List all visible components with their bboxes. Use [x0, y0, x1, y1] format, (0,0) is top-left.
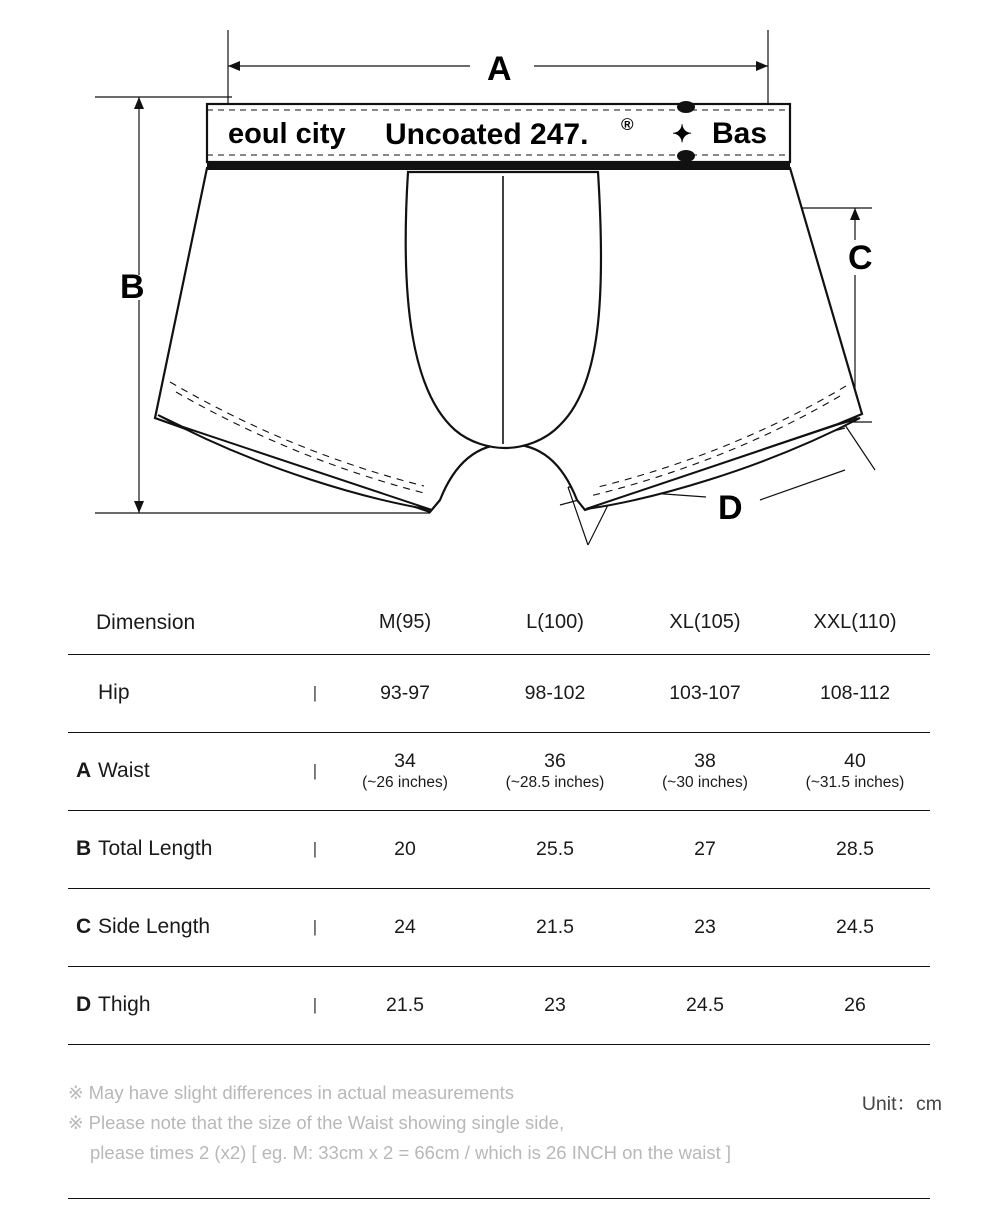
row-name: Side Length [98, 915, 211, 938]
header-size-xxl: XXL(110) [813, 611, 897, 634]
row-label-side-length [68, 888, 300, 966]
row-tick: | [300, 888, 330, 966]
unit-label: Unit：cm [861, 1093, 942, 1115]
cell-total-length-m: 20 [330, 810, 480, 888]
table-row [68, 810, 930, 888]
table-row [68, 654, 930, 732]
cell-total-length-xxl: 28.5 [780, 810, 930, 888]
cell-side-length-xxl: 24.5 [780, 888, 930, 966]
row-letter: B [76, 837, 92, 860]
size-chart-table [68, 592, 930, 1046]
table-header-row [68, 592, 930, 654]
cell-thigh-l: 23 [480, 966, 630, 1044]
cell-waist-l: 36 (~28.5 inches) [480, 732, 630, 810]
cell-thigh-xl: 24.5 [630, 966, 780, 1044]
row-label-waist [68, 732, 300, 810]
cell-waist-m: 34 (~26 inches) [330, 732, 480, 810]
cell-side-length-xl: 23 [630, 888, 780, 966]
cell-total-length-l: 25.5 [480, 810, 630, 888]
dimension-label-b: B [120, 268, 145, 306]
footnote-line-1: ※ May have slight differences in actual measurements [68, 1082, 515, 1103]
table-row [68, 966, 930, 1044]
waistband-brand-text: Uncoated 247. [385, 118, 589, 151]
row-tick: | [300, 966, 330, 1044]
row-name: Hip [98, 681, 130, 704]
cell-thigh-xxl: 26 [780, 966, 930, 1044]
header-size-m: M(95) [378, 611, 432, 634]
waistband-right-text: Bas [712, 117, 768, 150]
row-letter: A [76, 759, 92, 782]
row-name: Thigh [98, 993, 151, 1016]
cell-waist-xl: 38 (~30 inches) [630, 732, 780, 810]
cell-hip-xl: 103-107 [630, 654, 780, 732]
cell-waist-xxl: 40 (~31.5 inches) [780, 732, 930, 810]
header-tick [300, 592, 330, 654]
footnote-line-2: ※ Please note that the size of the Waist showing single side, [68, 1111, 565, 1133]
header-size-l: L(100) [526, 611, 584, 634]
pouch-panel [406, 172, 601, 448]
header-size-xl: XL(105) [669, 611, 741, 634]
cell-hip-xxl: 108-112 [780, 654, 930, 732]
waistband-left-text: eoul city [228, 118, 346, 150]
garment-measurement-diagram [0, 0, 1000, 590]
row-name: Waist [98, 759, 150, 782]
row-tick: | [300, 810, 330, 888]
registered-trademark-icon: ® [621, 115, 634, 134]
row-label-total-length [68, 810, 300, 888]
cell-total-length-xl: 27 [630, 810, 780, 888]
footnotes [0, 1078, 1000, 1168]
cell-hip-l: 98-102 [480, 654, 630, 732]
footer-divider [68, 1198, 930, 1199]
cell-thigh-m: 21.5 [330, 966, 480, 1044]
table-row [68, 888, 930, 966]
cell-side-length-m: 24 [330, 888, 480, 966]
cell-hip-m: 93-97 [330, 654, 480, 732]
table-bottom-border-row [68, 1044, 930, 1046]
row-letter: C [76, 915, 92, 938]
footnote-line-3: please times 2 (x2) [ eg. M: 33cm x 2 = 66cm / which is 26 INCH on the waist ] [90, 1141, 732, 1163]
size-chart-table-wrap [0, 592, 1000, 1046]
table-row [68, 732, 930, 810]
dimension-label-d: D [718, 489, 743, 527]
row-tick: | [300, 732, 330, 810]
diamond-icon: ✦ [672, 121, 693, 148]
row-name: Total Length [98, 837, 213, 860]
dimension-label-c: C [848, 239, 873, 277]
boxer-brief-technical-drawing [0, 0, 1000, 590]
row-tick: | [300, 654, 330, 732]
row-label-thigh [68, 966, 300, 1044]
header-dimension: Dimension [96, 610, 196, 634]
row-label-hip [68, 654, 300, 732]
row-letter: D [76, 993, 92, 1016]
cell-side-length-l: 21.5 [480, 888, 630, 966]
dimension-label-a: A [487, 50, 512, 88]
